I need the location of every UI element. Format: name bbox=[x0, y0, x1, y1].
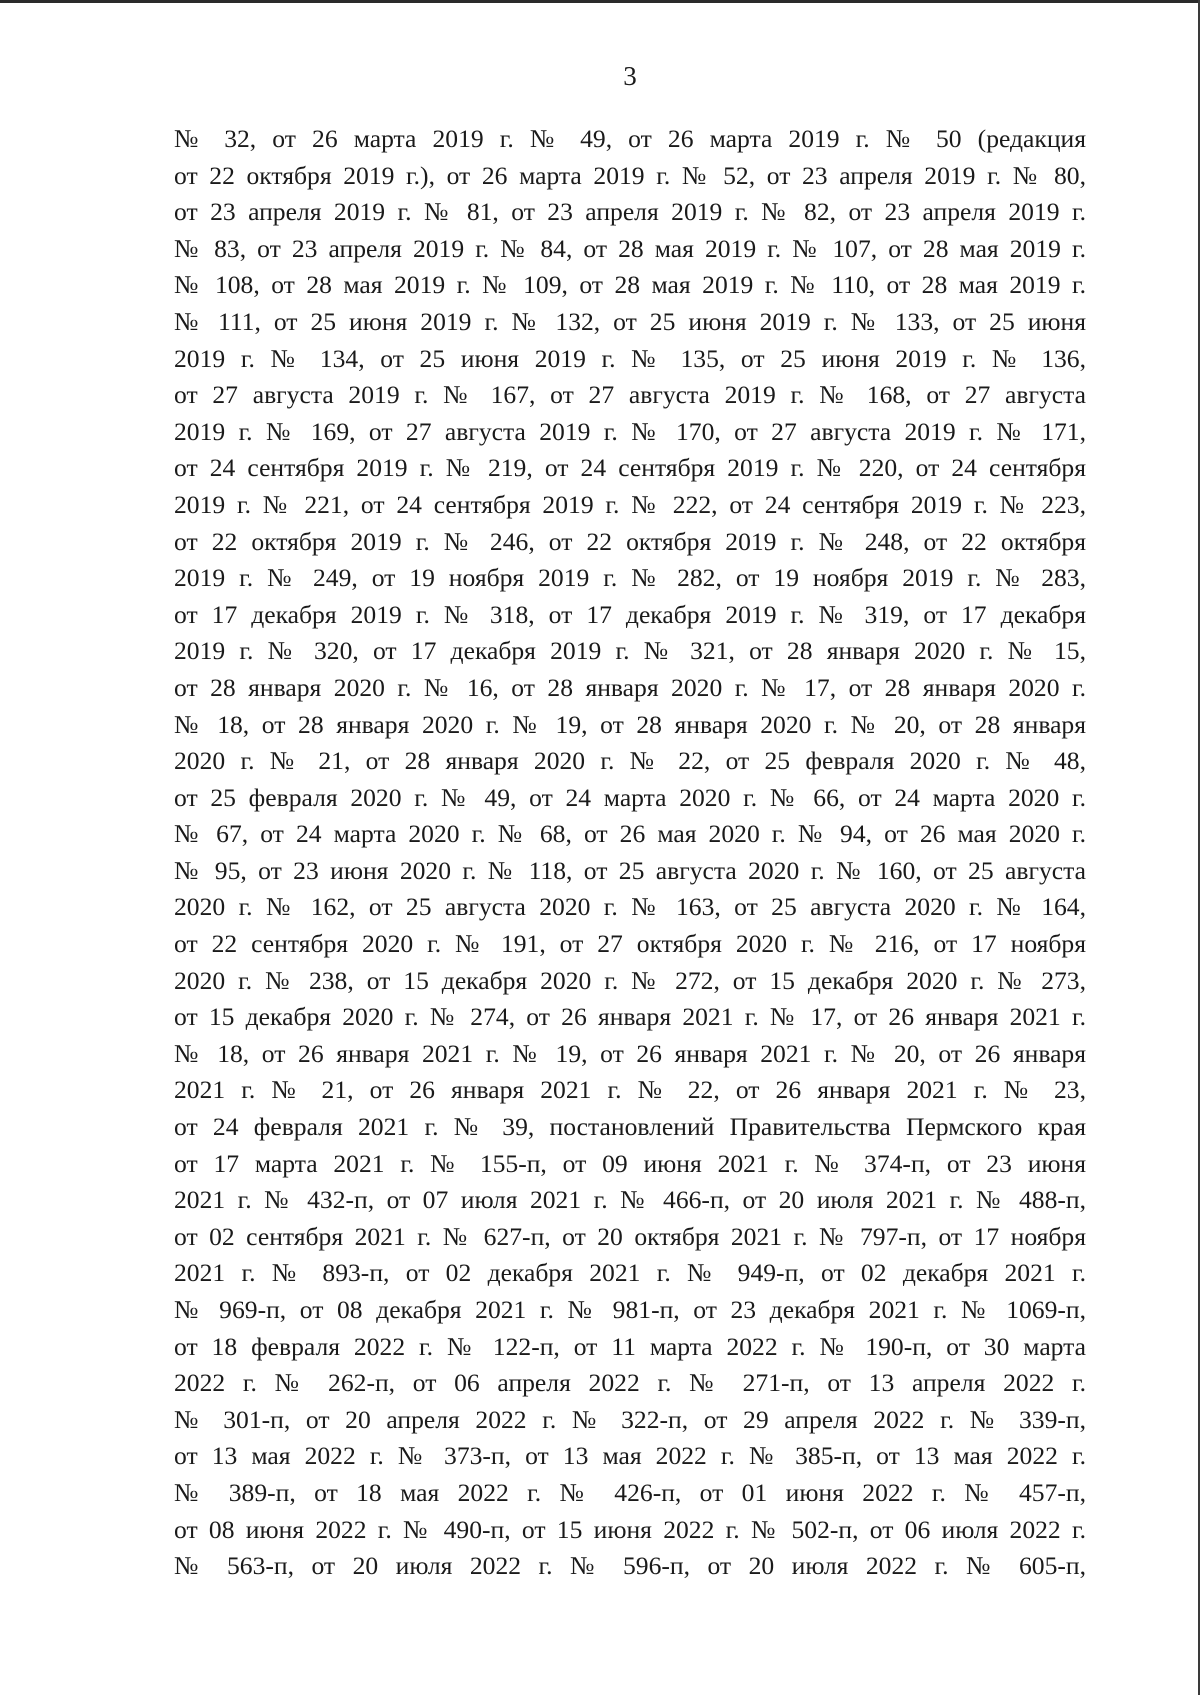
text-line: № 18, от 28 января 2020 г. № 19, от 28 января 2020 г. № 20, от 28 января bbox=[174, 709, 1086, 739]
text-line: от 22 октября 2019 г.), от 26 марта 2019 г. № 52, от 23 апреля 2019 г. № 80, bbox=[174, 160, 1086, 190]
text-line: № 32, от 26 марта 2019 г. № 49, от 26 марта 2019 г. № 50 (редакция bbox=[174, 124, 1086, 153]
text-line: 2022 г. № 262-п, от 06 апреля 2022 г. № 271-п, от 13 апреля 2022 г. bbox=[174, 1368, 1086, 1398]
text-line: 2021 г. № 21, от 26 января 2021 г. № 22, от 26 января 2021 г. № 23, bbox=[174, 1075, 1086, 1105]
body-text bbox=[174, 121, 1086, 1585]
text-line: от 17 декабря 2019 г. № 318, от 17 декабря 2019 г. № 319, от 17 декабря bbox=[174, 599, 1086, 629]
text-line: от 27 августа 2019 г. № 167, от 27 августа 2019 г. № 168, от 27 августа bbox=[174, 380, 1086, 410]
text-line: от 08 июня 2022 г. № 490-п, от 15 июня 2022 г. № 502-п, от 06 июля 2022 г. bbox=[174, 1514, 1086, 1544]
text-line: № 108, от 28 мая 2019 г. № 109, от 28 мая 2019 г. № 110, от 28 мая 2019 г. bbox=[174, 270, 1086, 300]
text-line: от 17 марта 2021 г. № 155-п, от 09 июня 2021 г. № 374-п, от 23 июня bbox=[174, 1148, 1086, 1178]
text-line: от 13 мая 2022 г. № 373-п, от 13 мая 2022 г. № 385-п, от 13 мая 2022 г. bbox=[174, 1441, 1086, 1471]
text-line: от 22 сентября 2020 г. № 191, от 27 октября 2020 г. № 216, от 17 ноября bbox=[174, 929, 1086, 959]
text-line: № 111, от 25 июня 2019 г. № 132, от 25 июня 2019 г. № 133, от 25 июня bbox=[174, 306, 1086, 336]
text-line: от 25 февраля 2020 г. № 49, от 24 марта 2020 г. № 66, от 24 марта 2020 г. bbox=[174, 782, 1086, 812]
text-line: от 24 февраля 2021 г. № 39, постановлений Правительства Пермского края bbox=[174, 1112, 1086, 1142]
text-line: 2021 г. № 893-п, от 02 декабря 2021 г. № 949-п, от 02 декабря 2021 г. bbox=[174, 1258, 1086, 1288]
text-line: № 67, от 24 марта 2020 г. № 68, от 26 мая 2020 г. № 94, от 26 мая 2020 г. bbox=[174, 819, 1086, 849]
text-line: № 389-п, от 18 мая 2022 г. № 426-п, от 01 июня 2022 г. № 457-п, bbox=[174, 1477, 1086, 1507]
text-line: 2020 г. № 21, от 28 января 2020 г. № 22, от 25 февраля 2020 г. № 48, bbox=[174, 746, 1086, 776]
text-line: 2019 г. № 320, от 17 декабря 2019 г. № 321, от 28 января 2020 г. № 15, bbox=[174, 636, 1086, 666]
text-line: 2019 г. № 169, от 27 августа 2019 г. № 170, от 27 августа 2019 г. № 171, bbox=[174, 416, 1086, 446]
text-line: от 02 сентября 2021 г. № 627-п, от 20 октября 2021 г. № 797-п, от 17 ноября bbox=[174, 1221, 1086, 1251]
text-line: 2019 г. № 249, от 19 ноября 2019 г. № 282, от 19 ноября 2019 г. № 283, bbox=[174, 563, 1086, 593]
text-line: от 22 октября 2019 г. № 246, от 22 октября 2019 г. № 248, от 22 октября bbox=[174, 526, 1086, 556]
text-line: № 969-п, от 08 декабря 2021 г. № 981-п, от 23 декабря 2021 г. № 1069-п, bbox=[174, 1295, 1086, 1324]
text-line: 2019 г. № 134, от 25 июня 2019 г. № 135, от 25 июня 2019 г. № 136, bbox=[174, 343, 1086, 373]
scan-edge-top bbox=[0, 0, 1200, 3]
text-line: № 83, от 23 апреля 2019 г. № 84, от 28 мая 2019 г. № 107, от 28 мая 2019 г. bbox=[174, 233, 1086, 263]
text-line: от 18 февраля 2022 г. № 122-п, от 11 марта 2022 г. № 190-п, от 30 марта bbox=[174, 1331, 1086, 1361]
text-line: № 95, от 23 июня 2020 г. № 118, от 25 августа 2020 г. № 160, от 25 августа bbox=[174, 855, 1086, 885]
text-line: 2020 г. № 162, от 25 августа 2020 г. № 163, от 25 августа 2020 г. № 164, bbox=[174, 892, 1086, 922]
text-line: 2020 г. № 238, от 15 декабря 2020 г. № 272, от 15 декабря 2020 г. № 273, bbox=[174, 965, 1086, 995]
text-line: от 24 сентября 2019 г. № 219, от 24 сентября 2019 г. № 220, от 24 сентября bbox=[174, 453, 1086, 483]
text-line: от 23 апреля 2019 г. № 81, от 23 апреля 2019 г. № 82, от 23 апреля 2019 г. bbox=[174, 197, 1086, 227]
text-line: 2021 г. № 432-п, от 07 июля 2021 г. № 466-п, от 20 июля 2021 г. № 488-п, bbox=[174, 1185, 1086, 1215]
page-number: 3 bbox=[623, 61, 637, 91]
text-line: 2019 г. № 221, от 24 сентября 2019 г. № 222, от 24 сентября 2019 г. № 223, bbox=[174, 489, 1086, 519]
text-line: № 301-п, от 20 апреля 2022 г. № 322-п, от 29 апреля 2022 г. № 339-п, bbox=[174, 1404, 1086, 1434]
text-line: № 18, от 26 января 2021 г. № 19, от 26 января 2021 г. № 20, от 26 января bbox=[174, 1038, 1086, 1068]
text-line: от 15 декабря 2020 г. № 274, от 26 января 2021 г. № 17, от 26 января 2021 г. bbox=[174, 1002, 1086, 1032]
text-line: от 28 января 2020 г. № 16, от 28 января 2020 г. № 17, от 28 января 2020 г. bbox=[174, 672, 1086, 702]
text-line: № 563-п, от 20 июля 2022 г. № 596-п, от 20 июля 2022 г. № 605-п, bbox=[174, 1551, 1086, 1581]
